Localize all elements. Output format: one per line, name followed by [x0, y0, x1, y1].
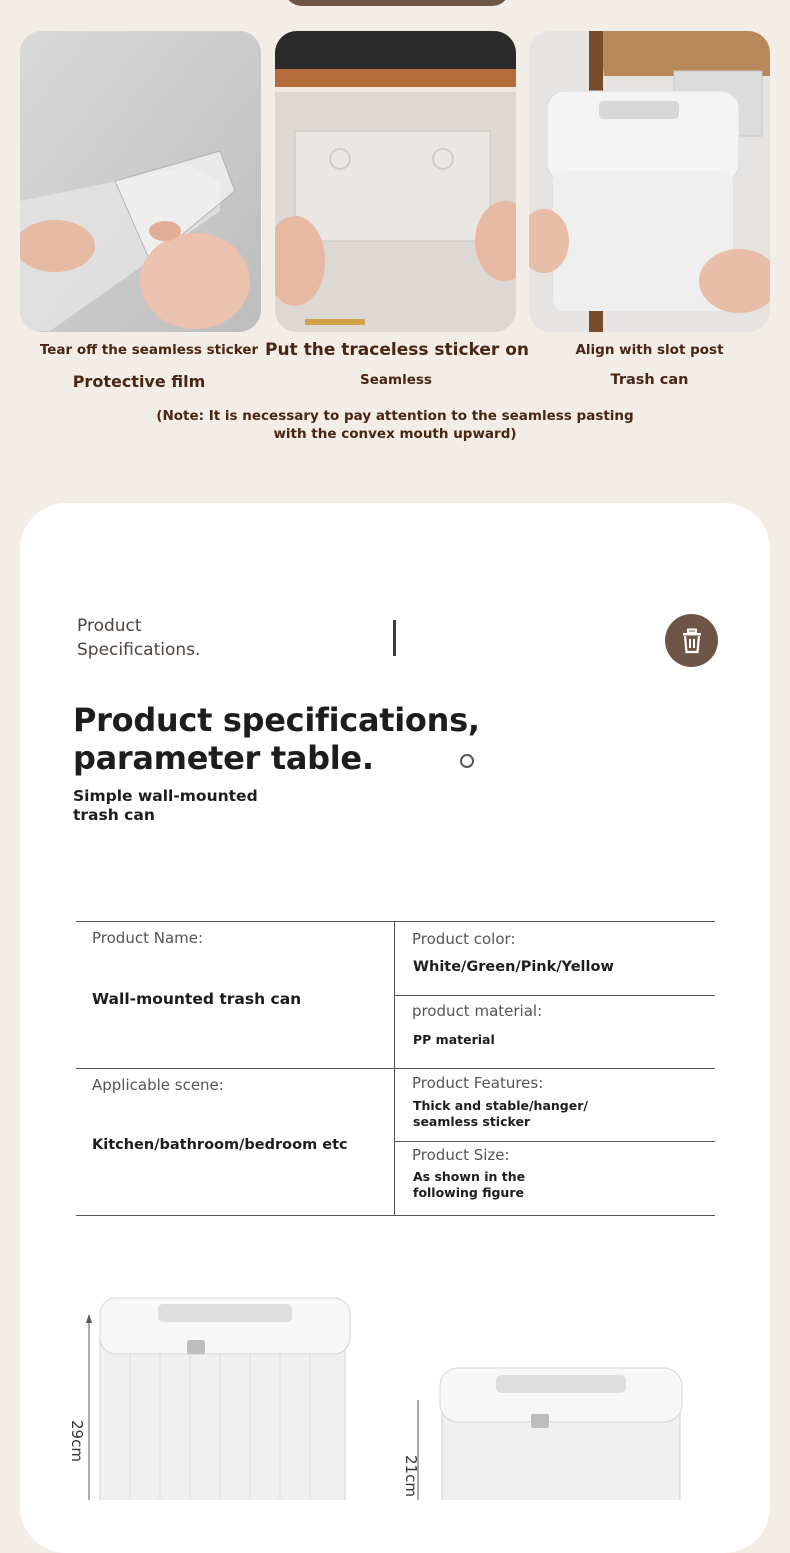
scene-label: Applicable scene:: [92, 1076, 224, 1094]
material-label: product material:: [412, 1002, 543, 1020]
features-value: [413, 1098, 588, 1130]
table-right-divider-2: [394, 1141, 715, 1142]
page-title: [73, 701, 480, 777]
step2-caption-bottom: Seamless: [360, 372, 432, 388]
title-line1: Product specifications,: [73, 701, 480, 739]
product-color-label: Product color:: [412, 930, 516, 948]
trash-badge: [665, 614, 718, 667]
subtitle-line2: trash can: [73, 806, 155, 824]
mounting-note: (Note: It is necessary to pay attention to the seamless pasting with the convex mouth upward): [156, 408, 634, 442]
product-color-value: White/Green/Pink/Yellow: [413, 959, 614, 975]
size-value-line2: following figure: [413, 1185, 524, 1200]
small-trash-can-illustration: [410, 1360, 690, 1500]
subtitle: [73, 787, 258, 825]
step-photo-peel-film: [20, 31, 261, 332]
step1-caption-top: Tear off the seamless sticker: [39, 342, 259, 358]
large-height-label: 29cm: [68, 1420, 86, 1462]
product-name-value: Wall-mounted trash can: [92, 990, 302, 1008]
scene-value: Kitchen/bathroom/bedroom etc: [92, 1137, 348, 1153]
size-value: [413, 1169, 525, 1201]
small-height-label: 21cm: [402, 1455, 420, 1497]
title-line2: parameter table.: [73, 739, 374, 777]
spec-table: [76, 921, 715, 1216]
product-name-label: Product Name:: [92, 929, 204, 947]
step2-caption-top: Put the traceless sticker on: [265, 340, 529, 360]
size-value-line1: As shown in the: [413, 1169, 526, 1184]
spec-kicker: [77, 614, 200, 662]
features-value-line1: Thick and stable/hanger/: [413, 1098, 588, 1113]
features-value-line2: seamless sticker: [413, 1114, 531, 1129]
step-photo-apply-sticker: [275, 31, 516, 332]
vertical-divider: [393, 620, 396, 656]
features-label: Product Features:: [412, 1074, 544, 1092]
step3-caption-bottom: Trash can: [610, 372, 689, 388]
subtitle-line1: Simple wall-mounted: [73, 787, 258, 805]
material-value: PP material: [413, 1032, 495, 1047]
step-photo-mount-can: [529, 31, 770, 332]
spec-kicker-line1: Product: [77, 616, 142, 636]
ring-decoration: [460, 754, 474, 768]
table-right-divider-1: [394, 995, 715, 996]
top-decorative-pill: [284, 0, 510, 6]
trash-icon: [680, 628, 704, 654]
size-label: Product Size:: [412, 1146, 510, 1164]
spec-kicker-line2: Specifications.: [77, 640, 201, 660]
step3-caption-top: Align with slot post: [575, 342, 724, 358]
large-trash-can-illustration: [80, 1290, 360, 1500]
table-row-divider: [76, 1068, 715, 1069]
step1-caption-bottom: Protective film: [72, 372, 206, 391]
